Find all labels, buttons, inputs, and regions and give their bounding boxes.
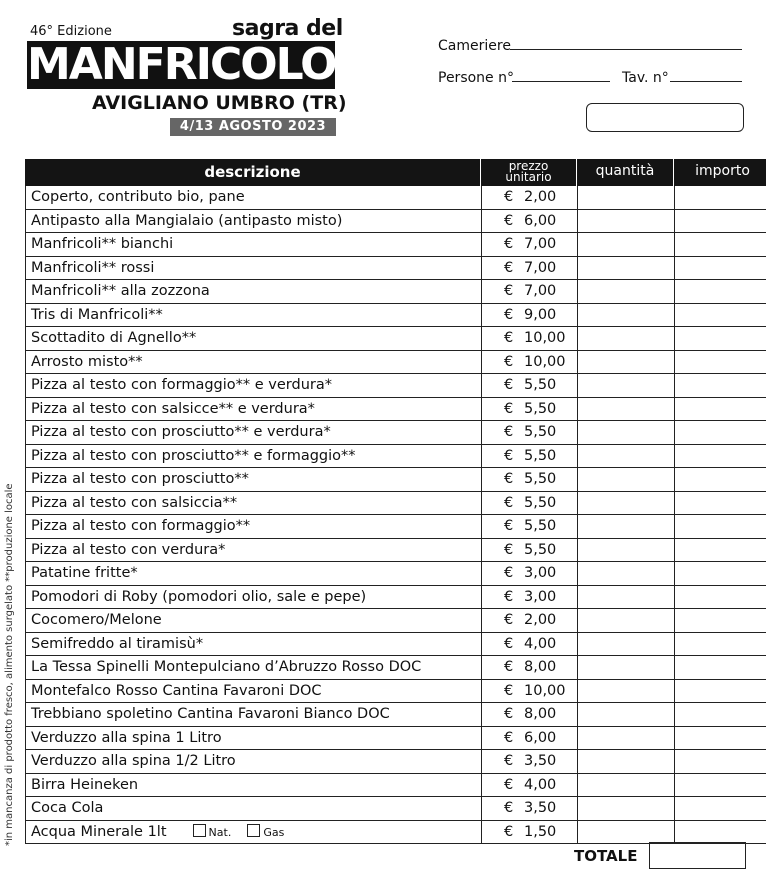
cameriere-label: Cameriere [438, 38, 511, 54]
currency-symbol: € [504, 776, 514, 793]
item-amount-cell[interactable] [674, 280, 766, 303]
item-description-text: Acqua Minerale 1lt [31, 823, 167, 840]
item-description [25, 821, 481, 844]
item-description-text: Birra Heineken [31, 776, 139, 793]
item-amount-cell[interactable] [674, 351, 766, 374]
item-description-text: Tris di Manfricoli** [31, 306, 163, 323]
item-quantity-cell[interactable] [577, 186, 674, 209]
item-description [25, 586, 481, 609]
table-row [25, 421, 766, 445]
item-quantity-cell[interactable] [577, 257, 674, 280]
col-descrizione: descrizione [25, 159, 481, 186]
item-amount-cell[interactable] [674, 750, 766, 773]
item-description [25, 774, 481, 797]
col-quantita: quantità [577, 159, 674, 186]
item-amount-cell[interactable] [674, 492, 766, 515]
item-quantity-cell[interactable] [577, 351, 674, 374]
table-row [25, 586, 766, 610]
table-row [25, 515, 766, 539]
currency-symbol: € [504, 212, 514, 229]
currency-symbol: € [504, 259, 514, 276]
item-description-text: Antipasto alla Mangialaio (antipasto misto) [31, 212, 343, 229]
item-description-text: Verduzzo alla spina 1/2 Litro [31, 753, 236, 769]
item-description [25, 421, 481, 444]
item-description [25, 186, 481, 209]
item-price-value: 4,00 [524, 776, 557, 793]
item-price [481, 633, 577, 656]
item-quantity-cell[interactable] [577, 304, 674, 327]
table-row [25, 374, 766, 398]
item-description [25, 398, 481, 421]
side-footnote: *in mancanza di prodotto fresco, alimento surgelato **produzione locale [4, 483, 15, 846]
table-row [25, 351, 766, 375]
item-description-text: Pizza al testo con verdura* [31, 541, 226, 558]
item-price [481, 304, 577, 327]
item-price-value: 2,00 [524, 189, 557, 205]
currency-symbol: € [504, 189, 514, 205]
currency-symbol: € [504, 729, 514, 746]
currency-symbol: € [504, 236, 514, 252]
item-price-value: 5,50 [524, 518, 557, 534]
item-description-text: Pizza al testo con prosciutto** e verdura* [31, 424, 331, 440]
item-quantity-cell[interactable] [577, 680, 674, 703]
item-description-text: Trebbiano spoletino Cantina Favaroni Bianco DOC [31, 706, 390, 722]
item-description-text: Cocomero/Melone [31, 612, 162, 628]
currency-symbol: € [504, 541, 514, 558]
item-price [481, 703, 577, 726]
table-row [25, 750, 766, 774]
currency-symbol: € [504, 306, 514, 323]
item-description-text: Coperto, contributo bio, pane [31, 189, 245, 205]
table-row [25, 539, 766, 563]
item-description-text: Semifreddo al tiramisù* [31, 635, 204, 652]
table-row [25, 609, 766, 633]
item-amount-cell[interactable] [674, 680, 766, 703]
item-amount-cell[interactable] [674, 633, 766, 656]
item-price-value: 8,00 [524, 706, 557, 722]
table-row [25, 492, 766, 516]
item-description-text: Verduzzo alla spina 1 Litro [31, 729, 222, 746]
table-row [25, 210, 766, 234]
col-importo: importo [674, 159, 766, 186]
item-price-value: 6,00 [524, 212, 557, 229]
item-quantity-cell[interactable] [577, 656, 674, 679]
edition-label: 46° Edizione [30, 24, 112, 39]
item-amount-cell[interactable] [674, 327, 766, 350]
item-price-value: 3,00 [524, 588, 557, 605]
table-row [25, 703, 766, 727]
table-row [25, 468, 766, 492]
item-price-value: 6,00 [524, 729, 557, 746]
item-amount-cell[interactable] [674, 186, 766, 209]
gas-checkbox[interactable] [247, 824, 260, 837]
item-description [25, 539, 481, 562]
item-price-value: 4,00 [524, 635, 557, 652]
item-price-value: 10,00 [524, 330, 566, 346]
item-price-value: 5,50 [524, 400, 557, 417]
item-price [481, 492, 577, 515]
item-description-text: Pizza al testo con prosciutto** e formaggio** [31, 447, 356, 464]
item-quantity-cell[interactable] [577, 398, 674, 421]
item-quantity-cell[interactable] [577, 539, 674, 562]
item-quantity-cell[interactable] [577, 515, 674, 538]
totale-label: TOTALE [574, 847, 638, 865]
item-amount-cell[interactable] [674, 257, 766, 280]
item-description-text: Montefalco Rosso Cantina Favaroni DOC [31, 682, 322, 699]
item-amount-cell[interactable] [674, 703, 766, 726]
item-quantity-cell[interactable] [577, 445, 674, 468]
item-price-value: 3,00 [524, 565, 557, 581]
item-quantity-cell[interactable] [577, 609, 674, 632]
item-description-text: Manfricoli** bianchi [31, 236, 174, 252]
item-quantity-cell[interactable] [577, 562, 674, 585]
table-row [25, 327, 766, 351]
item-price [481, 445, 577, 468]
table-row [25, 280, 766, 304]
item-description [25, 656, 481, 679]
item-amount-cell[interactable] [674, 562, 766, 585]
table-row [25, 304, 766, 328]
item-quantity-cell[interactable] [577, 821, 674, 844]
currency-symbol: € [504, 706, 514, 722]
item-price-value: 5,50 [524, 494, 557, 511]
event-dates: 4/13 AGOSTO 2023 [170, 118, 336, 136]
item-amount-cell[interactable] [674, 304, 766, 327]
item-price [481, 468, 577, 491]
item-price [481, 257, 577, 280]
item-description-text: Arrosto misto** [31, 353, 143, 370]
item-price [481, 562, 577, 585]
item-amount-cell[interactable] [674, 539, 766, 562]
item-description-text: La Tessa Spinelli Montepulciano d’Abruzzo Rosso DOC [31, 659, 422, 675]
item-quantity-cell[interactable] [577, 421, 674, 444]
item-description [25, 257, 481, 280]
item-description-text: Coca Cola [31, 800, 104, 816]
item-price [481, 398, 577, 421]
item-description [25, 515, 481, 538]
item-description [25, 374, 481, 397]
item-quantity-cell[interactable] [577, 327, 674, 350]
currency-symbol: € [504, 494, 514, 511]
table-row [25, 727, 766, 751]
item-description [25, 445, 481, 468]
currency-symbol: € [504, 330, 514, 346]
item-price-value: 9,00 [524, 306, 557, 323]
item-price-value: 7,00 [524, 283, 557, 299]
item-price-value: 10,00 [524, 682, 566, 699]
currency-symbol: € [504, 424, 514, 440]
item-price [481, 727, 577, 750]
item-price-value: 5,50 [524, 447, 557, 464]
currency-symbol: € [504, 377, 514, 393]
item-description [25, 797, 481, 820]
table-row [25, 821, 766, 845]
item-price [481, 680, 577, 703]
currency-symbol: € [504, 283, 514, 299]
currency-symbol: € [504, 659, 514, 675]
item-amount-cell[interactable] [674, 586, 766, 609]
tavolo-label: Tav. n° [622, 70, 669, 86]
item-description-text: Pomodori di Roby (pomodori olio, sale e pepe) [31, 588, 367, 605]
item-price [481, 586, 577, 609]
nat-label: Nat. [208, 825, 232, 839]
item-description [25, 609, 481, 632]
item-price [481, 609, 577, 632]
totale-box[interactable] [649, 842, 746, 869]
item-amount-cell[interactable] [674, 774, 766, 797]
item-description [25, 680, 481, 703]
currency-symbol: € [504, 635, 514, 652]
col-prezzo [481, 159, 577, 186]
item-amount-cell[interactable] [674, 398, 766, 421]
item-description-text: Manfricoli** alla zozzona [31, 283, 210, 299]
item-description [25, 492, 481, 515]
item-price-value: 5,50 [524, 377, 557, 393]
item-quantity-cell[interactable] [577, 727, 674, 750]
item-amount-cell[interactable] [674, 233, 766, 256]
currency-symbol: € [504, 565, 514, 581]
item-description-text: Pizza al testo con salsicce** e verdura* [31, 400, 315, 417]
item-description [25, 468, 481, 491]
item-description [25, 304, 481, 327]
item-amount-cell[interactable] [674, 374, 766, 397]
item-amount-cell[interactable] [674, 727, 766, 750]
item-quantity-cell[interactable] [577, 280, 674, 303]
item-price [481, 351, 577, 374]
item-amount-cell[interactable] [674, 797, 766, 820]
item-price-value: 2,00 [524, 612, 557, 628]
col-prezzo-line2: unitario [505, 170, 552, 184]
table-row [25, 398, 766, 422]
gas-label: Gas [263, 825, 285, 839]
item-description [25, 327, 481, 350]
item-description-text: Manfricoli** rossi [31, 259, 155, 276]
item-quantity-cell[interactable] [577, 233, 674, 256]
tavolo-field[interactable] [670, 81, 742, 82]
item-price-value: 3,50 [524, 800, 557, 816]
currency-symbol: € [504, 518, 514, 534]
item-amount-cell[interactable] [674, 821, 766, 844]
item-description-text: Scottadito di Agnello** [31, 330, 197, 346]
item-description-text: Patatine fritte* [31, 565, 138, 581]
item-quantity-cell[interactable] [577, 374, 674, 397]
item-price [481, 539, 577, 562]
item-description-text: Pizza al testo con formaggio** [31, 518, 251, 534]
item-price [481, 750, 577, 773]
item-amount-cell[interactable] [674, 656, 766, 679]
item-amount-cell[interactable] [674, 210, 766, 233]
item-price [481, 515, 577, 538]
item-description-text: Pizza al testo con prosciutto** [31, 471, 249, 487]
item-description [25, 750, 481, 773]
currency-symbol: € [504, 800, 514, 816]
item-price [481, 210, 577, 233]
item-price [481, 821, 577, 844]
item-description [25, 703, 481, 726]
item-description-text: Pizza al testo con formaggio** e verdura* [31, 377, 333, 393]
item-description [25, 210, 481, 233]
currency-symbol: € [504, 682, 514, 699]
item-quantity-cell[interactable] [577, 703, 674, 726]
item-quantity-cell[interactable] [577, 633, 674, 656]
item-price [481, 656, 577, 679]
table-row [25, 186, 766, 210]
item-description [25, 562, 481, 585]
persone-label: Persone n° [438, 70, 514, 86]
item-price [481, 233, 577, 256]
item-price-value: 5,50 [524, 424, 557, 440]
item-price-value: 5,50 [524, 541, 557, 558]
item-price-value: 1,50 [524, 823, 557, 840]
currency-symbol: € [504, 753, 514, 769]
order-number-box[interactable] [586, 103, 744, 132]
currency-symbol: € [504, 588, 514, 605]
event-place: AVIGLIANO UMBRO (TR) [92, 92, 347, 114]
currency-symbol: € [504, 612, 514, 628]
item-price [481, 421, 577, 444]
item-price-value: 8,00 [524, 659, 557, 675]
item-description [25, 633, 481, 656]
item-quantity-cell[interactable] [577, 492, 674, 515]
item-quantity-cell[interactable] [577, 774, 674, 797]
item-price [481, 280, 577, 303]
item-amount-cell[interactable] [674, 515, 766, 538]
item-quantity-cell[interactable] [577, 468, 674, 491]
sagra-label: sagra del [232, 16, 343, 41]
item-amount-cell[interactable] [674, 445, 766, 468]
item-description [25, 233, 481, 256]
item-description [25, 351, 481, 374]
table-row [25, 633, 766, 657]
item-price-value: 7,00 [524, 236, 557, 252]
item-description-text: Pizza al testo con salsiccia** [31, 494, 238, 511]
item-price [481, 186, 577, 209]
item-amount-cell[interactable] [674, 609, 766, 632]
event-name-banner: MANFRICOLO [27, 39, 336, 90]
nat-checkbox[interactable] [193, 824, 206, 837]
currency-symbol: € [504, 447, 514, 464]
table-row [25, 656, 766, 680]
table-row [25, 445, 766, 469]
table-row [25, 680, 766, 704]
item-quantity-cell[interactable] [577, 750, 674, 773]
item-description [25, 280, 481, 303]
cameriere-field[interactable] [510, 49, 742, 50]
item-price-value: 3,50 [524, 753, 557, 769]
table-row [25, 257, 766, 281]
col-prezzo-line1: prezzo [508, 159, 549, 173]
table-row [25, 774, 766, 798]
currency-symbol: € [504, 823, 514, 840]
item-price [481, 374, 577, 397]
currency-symbol: € [504, 353, 514, 370]
item-price-value: 7,00 [524, 259, 557, 276]
item-price [481, 327, 577, 350]
table-row [25, 233, 766, 257]
item-quantity-cell[interactable] [577, 797, 674, 820]
persone-field[interactable] [512, 81, 610, 82]
item-quantity-cell[interactable] [577, 586, 674, 609]
item-price [481, 774, 577, 797]
item-price [481, 797, 577, 820]
item-price-value: 5,50 [524, 471, 557, 487]
item-price-value: 10,00 [524, 353, 566, 370]
table-row [25, 562, 766, 586]
table-row [25, 797, 766, 821]
currency-symbol: € [504, 400, 514, 417]
currency-symbol: € [504, 471, 514, 487]
item-description [25, 727, 481, 750]
item-amount-cell[interactable] [674, 421, 766, 444]
item-quantity-cell[interactable] [577, 210, 674, 233]
item-amount-cell[interactable] [674, 468, 766, 491]
